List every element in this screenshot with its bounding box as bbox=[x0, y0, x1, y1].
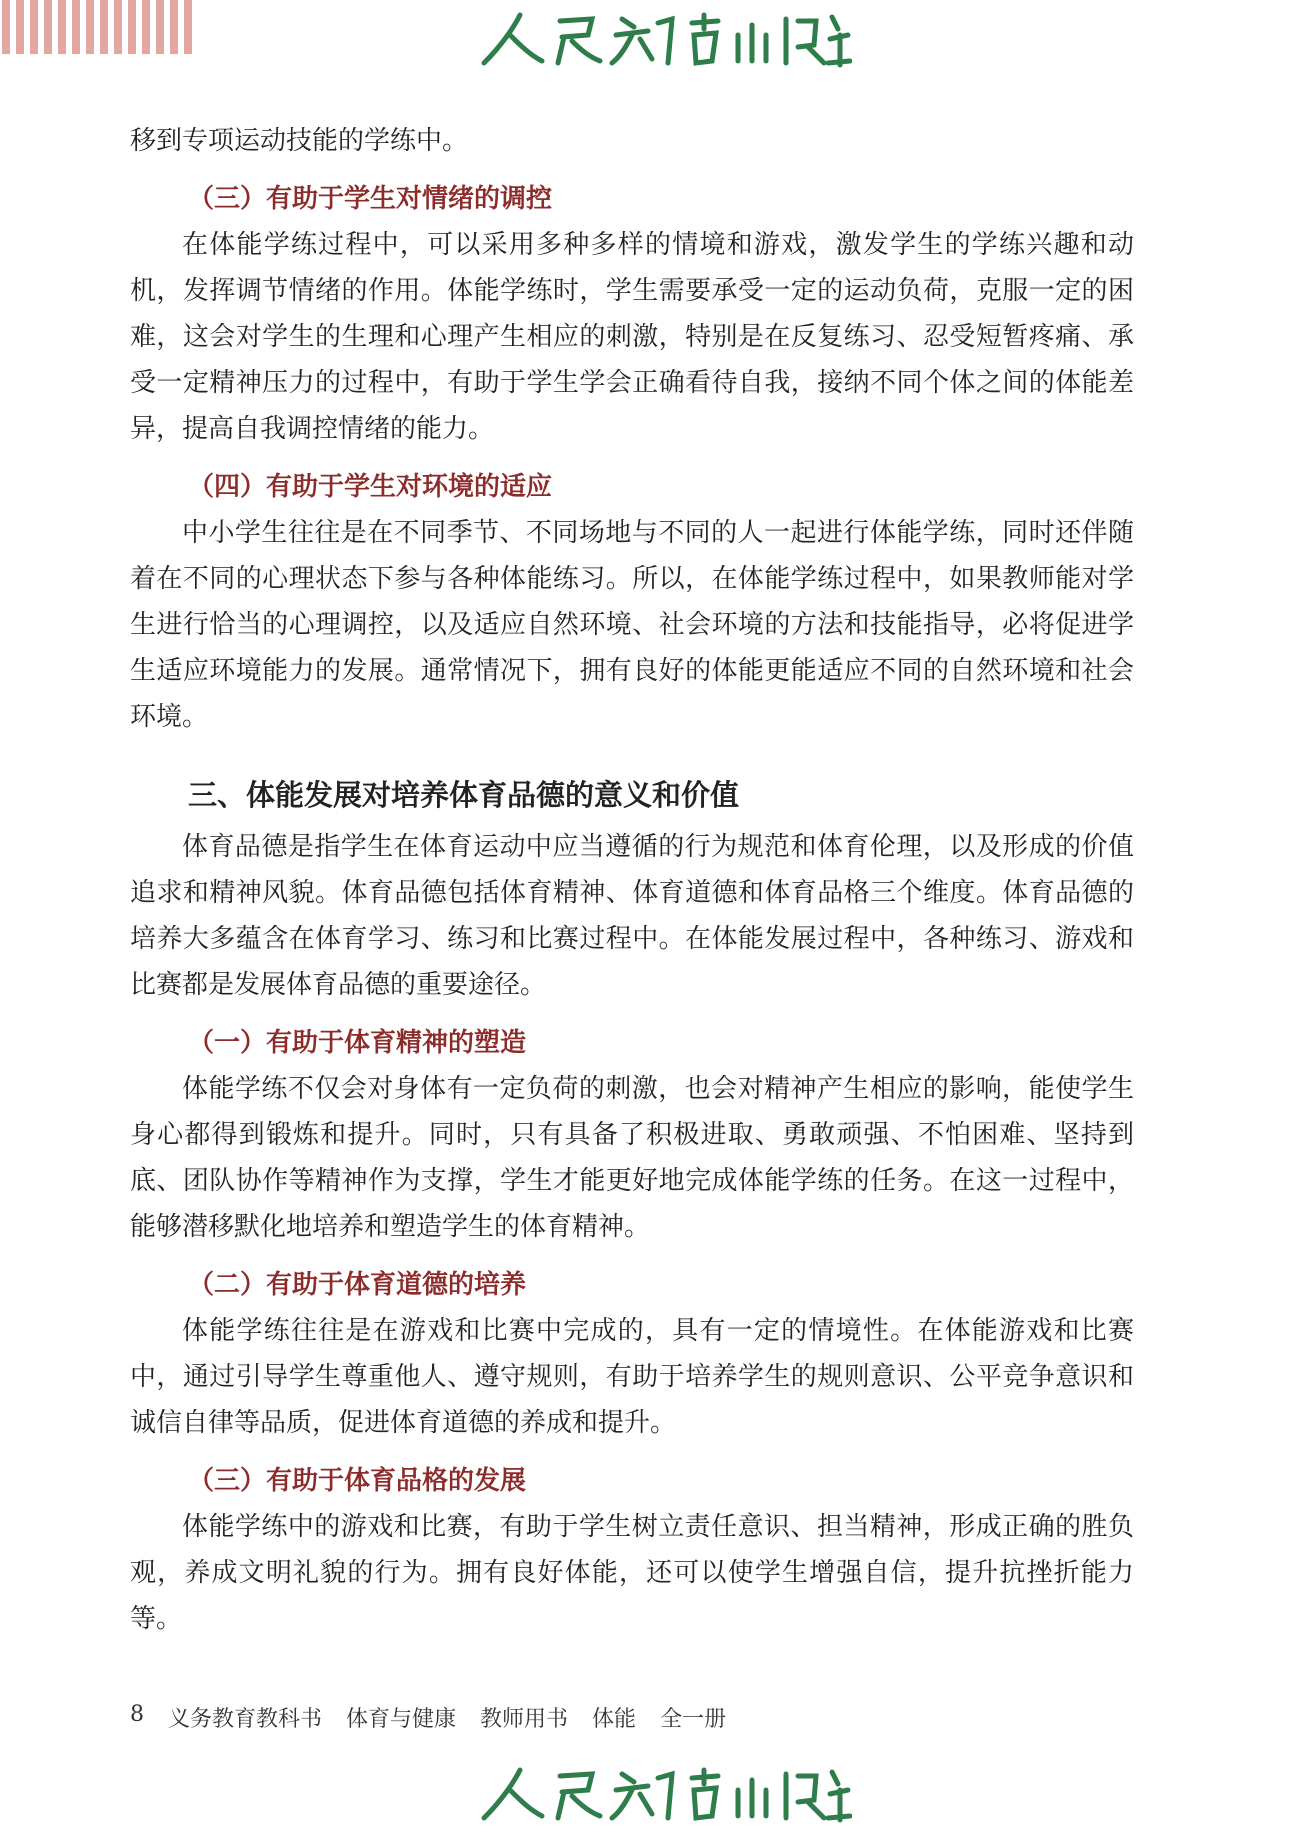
publisher-logo-footer bbox=[472, 1760, 852, 1830]
heading-emotion-regulation: （三）有助于学生对情绪的调控 bbox=[188, 184, 553, 214]
paragraph-emotion-regulation: 在体能学练过程中，可以采用多种多样的情境和游戏，激发学生的学练兴趣和动机，发挥调节情绪的作用。体能学练时，学生需要承受一定的运动负荷，克服一定的困难，这会对学生的生理和心理产生相应的刺激，特别是在反复练习、忍受短暂疼痛、承受一定精神压力的过程中，有助于学生学会正确看待自我，接纳不同个体之间的体能差异，提高自我调控情绪的能力。 bbox=[130, 230, 1134, 444]
header-stripes bbox=[0, 0, 192, 54]
page-footer bbox=[130, 1702, 750, 1733]
footer-topic: 体能 bbox=[592, 1707, 637, 1732]
heading-sports-character: （三）有助于体育品格的发展 bbox=[188, 1466, 527, 1496]
page-content bbox=[130, 118, 1134, 1642]
lead-paragraph: 移到专项运动技能的学练中。 bbox=[130, 126, 469, 156]
paragraph-sports-spirit: 体能学练不仅会对身体有一定负荷的刺激，也会对精神产生相应的影响，能使学生身心都得到锻炼和提升。同时，只有具备了积极进取、勇敢顽强、不怕困难、坚持到底、团队协作等精神作为支撑，学生才能更好地完成体能学练的任务。在这一过程中，能够潜移默化地培养和塑造学生的体育精神。 bbox=[130, 1074, 1134, 1242]
paragraph-environment-adaptation: 中小学生往往是在不同季节、不同场地与不同的人一起进行体能学练，同时还伴随着在不同的心理状态下参与各种体能练习。所以，在体能学练过程中，如果教师能对学生进行恰当的心理调控，以及适应自然环境、社会环境的方法和技能指导，必将促进学生适应环境能力的发展。通常情况下，拥有良好的体能更能适应不同的自然环境和社会环境。 bbox=[130, 518, 1134, 732]
footer-subject: 体育与健康 bbox=[346, 1707, 457, 1732]
footer-type: 教师用书 bbox=[480, 1707, 569, 1732]
footer-book: 义务教育教科书 bbox=[168, 1707, 323, 1732]
section-heading-sports-morality: 三、体能发展对培养体育品德的意义和价值 bbox=[188, 778, 740, 812]
paragraph-sports-character: 体能学练中的游戏和比赛，有助于学生树立责任意识、担当精神，形成正确的胜负观，养成文明礼貌的行为。拥有良好体能，还可以使学生增强自信，提升抗挫折能力等。 bbox=[130, 1512, 1134, 1634]
heading-environment-adaptation: （四）有助于学生对环境的适应 bbox=[188, 472, 553, 502]
heading-sports-ethics: （二）有助于体育道德的培养 bbox=[188, 1270, 527, 1300]
paragraph-sports-morality: 体育品德是指学生在体育运动中应当遵循的行为规范和体育伦理，以及形成的价值追求和精神风貌。体育品德包括体育精神、体育道德和体育品格三个维度。体育品德的培养大多蕴含在体育学习、练习和比赛过程中。在体能发展过程中，各种练习、游戏和比赛都是发展体育品德的重要途径。 bbox=[130, 832, 1134, 1000]
page-number: 8 bbox=[130, 1702, 144, 1727]
footer-volume: 全一册 bbox=[660, 1707, 727, 1732]
paragraph-sports-ethics: 体能学练往往是在游戏和比赛中完成的，具有一定的情境性。在体能游戏和比赛中，通过引导学生尊重他人、遵守规则，有助于培养学生的规则意识、公平竞争意识和诚信自律等品质，促进体育道德的养成和提升。 bbox=[130, 1316, 1134, 1438]
heading-sports-spirit: （一）有助于体育精神的塑造 bbox=[188, 1028, 527, 1058]
publisher-logo bbox=[472, 5, 852, 75]
